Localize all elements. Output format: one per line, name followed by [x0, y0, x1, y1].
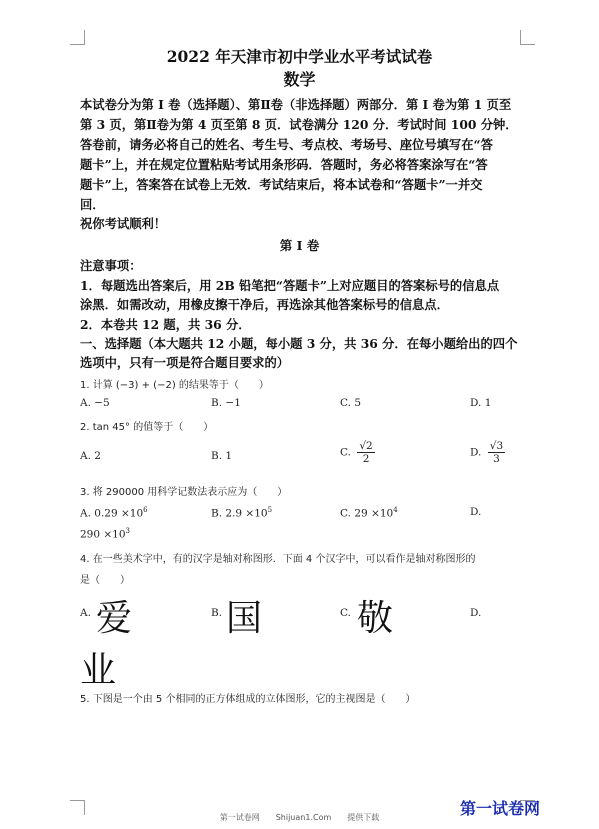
- question-4-option-b-label: B.: [211, 607, 223, 619]
- question-3-option-d: D.: [470, 506, 482, 518]
- exam-subject: 数学: [283, 70, 316, 89]
- question-1-option-a: A. −5: [80, 397, 110, 409]
- question-4-option-c-char: 敬: [357, 598, 394, 639]
- question-3-option-d-value: $290 \times 10^3$: [80, 527, 131, 541]
- question-4-option-b-char: 国: [226, 598, 263, 639]
- question-2-option-c-label: C.: [340, 446, 351, 459]
- question-3-option-b: B. $2.9 \times 10^5$: [211, 506, 273, 520]
- notes-line-4: 一、选择题（本大题共 12 小题，每小题 3 分，共 36 分．在每小题给出的四个: [80, 336, 518, 351]
- question-2-option-c-fraction: $\frac{√2}{2}$: [359, 440, 373, 465]
- notes-line-2: 涂黑．如需改动，用橡皮擦干净后，再选涂其他答案标号的信息点．: [80, 297, 449, 312]
- question-4-stem-line-1: 4. 在一些美术字中，有的汉字是轴对称图形．下面 4 个汉字中，可以看作是轴对称图形的: [80, 554, 476, 565]
- question-4-option-a-label: A.: [80, 607, 91, 619]
- intro-line-1: 本试卷分为第 I 卷（选择题）、第Ⅱ卷（非选择题）两部分．第 I 卷为第 1 页至: [80, 97, 512, 112]
- question-3-stem: 3. 将 290000 用科学记数法表示应为（ ）: [80, 487, 288, 498]
- exam-title: 2022 年天津市初中学业水平考试试卷: [166, 47, 433, 66]
- question-2-stem: 2. tan 45° 的值等于（ ）: [80, 422, 214, 433]
- question-4-option-d-label: D.: [470, 607, 482, 619]
- question-4-option-a-char: 爱: [96, 598, 133, 639]
- notes-line-5: 选项中，只有一项是符合题目要求的）: [80, 355, 290, 370]
- notes-line-3: 2．本卷共 12 题，共 36 分．: [80, 317, 251, 332]
- notes-heading: 注意事项：: [80, 258, 142, 273]
- question-3-option-c: C. $29 \times 10^4$: [340, 506, 398, 520]
- question-1-option-c: C. 5: [340, 397, 362, 409]
- page-footer: 第一试卷网 Shijuan1.Com 提供下载: [219, 813, 380, 822]
- good-luck-line: 祝你考试顺利！: [80, 216, 167, 231]
- question-2-option-b: B. 1: [211, 450, 233, 462]
- question-4-option-d-char: 业: [80, 650, 117, 691]
- intro-line-3: 答卷前，请务必将自己的姓名、考生号、考点校、考场号、座位号填写在“答: [80, 137, 493, 152]
- question-2-option-c: [340, 440, 375, 465]
- question-2-option-d-fraction: $\frac{√3}{3}$: [489, 440, 504, 465]
- question-2-option-d: [470, 440, 505, 465]
- question-1-option-d: D. 1: [470, 397, 492, 409]
- question-4-option-c-label: C.: [340, 607, 351, 619]
- intro-line-5: 题卡”上，答案答在试卷上无效．考试结束后，将本试卷和“答题卡”一并交: [80, 177, 483, 192]
- question-4-stem-line-2: 是（ ）: [80, 575, 130, 586]
- intro-line-6: 回．: [80, 197, 105, 212]
- question-2-option-d-label: D.: [470, 446, 482, 459]
- intro-line-4: 题卡”上，并在规定位置粘贴考试用条形码．答题时，务必将答案涂写在“答: [80, 157, 488, 172]
- question-5-stem: 5. 下图是一个由 5 个相同的正方体组成的立体图形，它的主视图是（ ）: [80, 694, 416, 705]
- question-1-option-b: B. −1: [211, 397, 241, 409]
- notes-line-1: 1．每题选出答案后，用 2B 铅笔把“答题卡”上对应题目的答案标号的信息点: [80, 278, 500, 293]
- brand-watermark: 第一试卷网: [460, 799, 541, 818]
- intro-line-2: 第 3 页，第Ⅱ卷为第 4 页至第 8 页．试卷满分 120 分．考试时间 100 分钟．: [80, 117, 518, 132]
- section-title: 第 I 卷: [279, 238, 320, 253]
- crop-mark-top-right: [520, 30, 535, 45]
- question-3-option-a: A. $0.29 \times 10^6$: [80, 506, 148, 520]
- crop-mark-top-left: [70, 30, 85, 45]
- question-2-option-a: A. 2: [80, 450, 101, 462]
- question-1-stem: 1. 计算 (−3) + (−2) 的结果等于（ ）: [80, 380, 269, 391]
